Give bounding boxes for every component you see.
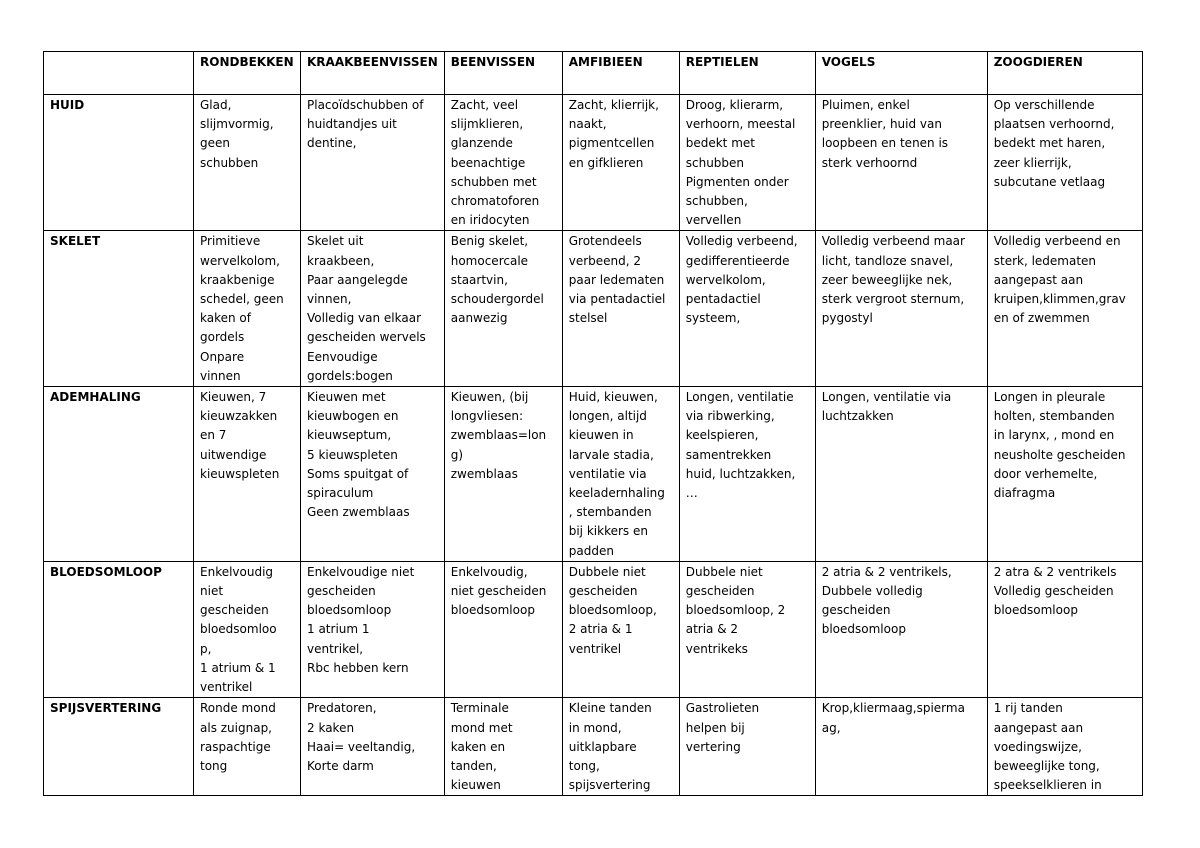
table-row-huid — [44, 95, 1143, 231]
table-cell: Enkelvoudige niet gescheiden bloedsomloop 1 atrium 1 ventrikel, Rbc hebben kern — [301, 561, 445, 697]
table-cell: Gastrolieten helpen bij vertering — [679, 698, 815, 796]
header-cell-rondbekken: RONDBEKKEN — [194, 52, 301, 95]
table-cell: Pluimen, enkel preenklier, huid van loopbeen en tenen is sterk verhoornd — [815, 95, 987, 231]
table-cell: Longen in pleurale holten, stembanden in larynx, , mond en neusholte gescheiden door verhemelte, diafragma — [987, 387, 1142, 562]
header-cell-empty — [44, 52, 194, 95]
table-cell: Grotendeels verbeend, 2 paar ledematen via pentadactiel stelsel — [562, 231, 679, 387]
table-cell: Krop,kliermaag,spierma ag, — [815, 698, 987, 796]
table-cell: 2 atria & 2 ventrikels, Dubbele volledig gescheiden bloedsomloop — [815, 561, 987, 697]
table-cell: Op verschillende plaatsen verhoornd, bedekt met haren, zeer klierrijk, subcutane vetlaag — [987, 95, 1142, 231]
table-cell: Droog, klierarm, verhoorn, meestal bedekt met schubben Pigmenten onder schubben, vervellen — [679, 95, 815, 231]
table-cell: Huid, kieuwen, longen, altijd kieuwen in larvale stadia, ventilatie via keeladernhaling , stembanden bij kikkers en padden — [562, 387, 679, 562]
table-cell: Volledig verbeend en sterk, ledematen aangepast aan kruipen,klimmen,grav en of zwemmen — [987, 231, 1142, 387]
table-cell: Longen, ventilatie via luchtzakken — [815, 387, 987, 562]
table-cell: Zacht, veel slijmklieren, glanzende beenachtige schubben met chromatoforen en iridocyten — [444, 95, 562, 231]
table-cell: Glad, slijmvormig, geen schubben — [194, 95, 301, 231]
table-cell: Zacht, klierrijk, naakt, pigmentcellen en gifklieren — [562, 95, 679, 231]
table-cell: Kieuwen, (bij longvliesen: zwemblaas=lon g) zwemblaas — [444, 387, 562, 562]
table-cell: Placoïdschubben of huidtandjes uit dentine, — [301, 95, 445, 231]
header-cell-amfibieen: AMFIBIEEN — [562, 52, 679, 95]
table-row-skelet — [44, 231, 1143, 387]
table-cell: Kieuwen, 7 kieuwzakken en 7 uitwendige kieuwspleten — [194, 387, 301, 562]
table-cell: Longen, ventilatie via ribwerking, keelspieren, samentrekken huid, luchtzakken, … — [679, 387, 815, 562]
table-cell: 2 atra & 2 ventrikels Volledig gescheiden bloedsomloop — [987, 561, 1142, 697]
table-row-ademhaling — [44, 387, 1143, 562]
table-cell: Ronde mond als zuignap, raspachtige tong — [194, 698, 301, 796]
row-label: ADEMHALING — [44, 387, 194, 562]
row-label: HUID — [44, 95, 194, 231]
table-cell: Dubbele niet gescheiden bloedsomloop, 2 atria & 1 ventrikel — [562, 561, 679, 697]
table-cell: Primitieve wervelkolom, kraakbenige schedel, geen kaken of gordels Onpare vinnen — [194, 231, 301, 387]
table-cell: Benig skelet, homocercale staartvin, schoudergordel aanwezig — [444, 231, 562, 387]
table-cell: Volledig verbeend maar licht, tandloze snavel, zeer beweeglijke nek, sterk vergroot sternum, pygostyl — [815, 231, 987, 387]
table-cell: Volledig verbeend, gedifferentieerde wervelkolom, pentadactiel systeem, — [679, 231, 815, 387]
header-cell-kraakbeenvissen: KRAAKBEENVISSEN — [301, 52, 445, 95]
table-cell: 1 rij tanden aangepast aan voedingswijze, beweeglijke tong, speekselklieren in — [987, 698, 1142, 796]
table-cell: Terminale mond met kaken en tanden, kieuwen — [444, 698, 562, 796]
header-cell-beenvissen: BEENVISSEN — [444, 52, 562, 95]
table-cell: Kleine tanden in mond, uitklapbare tong, spijsvertering — [562, 698, 679, 796]
table-row-bloedsomloop — [44, 561, 1143, 697]
table-row-spijsvertering — [44, 698, 1143, 796]
table-cell: Kieuwen met kieuwbogen en kieuwseptum, 5 kieuwspleten Soms spuitgat of spiraculum Geen zwemblaas — [301, 387, 445, 562]
header-cell-vogels: VOGELS — [815, 52, 987, 95]
table-cell: Predatoren, 2 kaken Haai= veeltandig, Korte darm — [301, 698, 445, 796]
table-cell: Enkelvoudig niet gescheiden bloedsomloo p, 1 atrium & 1 ventrikel — [194, 561, 301, 697]
header-cell-zoogdieren: ZOOGDIEREN — [987, 52, 1142, 95]
header-cell-reptielen: REPTIELEN — [679, 52, 815, 95]
table-cell: Skelet uit kraakbeen, Paar aangelegde vinnen, Volledig van elkaar gescheiden wervels Eenvoudige gordels:bogen — [301, 231, 445, 387]
header-row — [44, 52, 1143, 95]
comparison-table — [43, 51, 1143, 796]
table-cell: Dubbele niet gescheiden bloedsomloop, 2 atria & 2 ventrikeks — [679, 561, 815, 697]
row-label: SKELET — [44, 231, 194, 387]
table-cell: Enkelvoudig, niet gescheiden bloedsomloop — [444, 561, 562, 697]
row-label: BLOEDSOMLOOP — [44, 561, 194, 697]
row-label: SPIJSVERTERING — [44, 698, 194, 796]
